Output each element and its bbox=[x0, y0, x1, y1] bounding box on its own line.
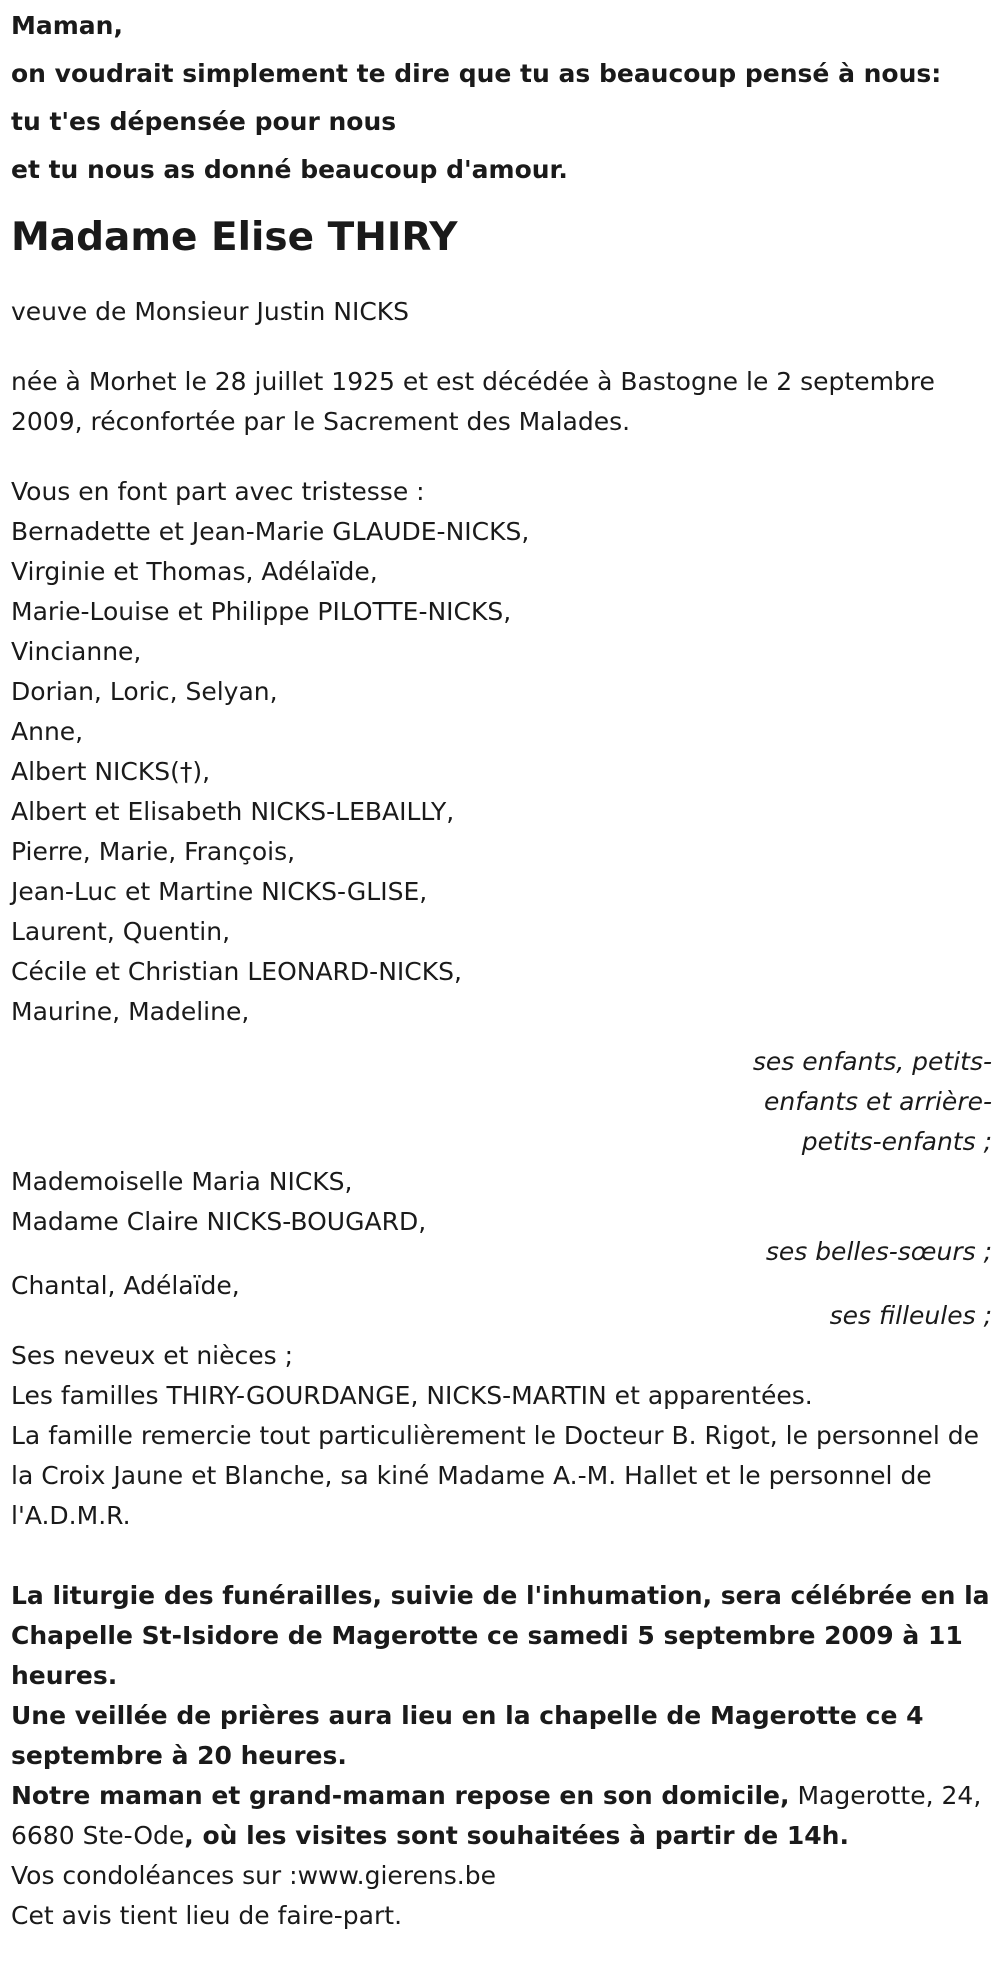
families-line: Les familles THIRY-GOURDANGE, NICKS-MARTIN et apparentées. bbox=[11, 1381, 813, 1410]
vigil-paragraph: Une veillée de prières aura lieu en la chapelle de Magerotte ce 4 septembre à 20 heures. bbox=[11, 1701, 924, 1770]
rest-bold-text: Notre maman et grand-maman repose en son domicile, bbox=[11, 1781, 790, 1810]
children-role: ses enfants, petits-enfants et arrière-petits-enfants ; bbox=[752, 1047, 992, 1156]
family-member: Anne, bbox=[11, 717, 84, 746]
epigraph-line: et tu nous as donné beaucoup d'amour. bbox=[11, 155, 568, 184]
family-member: Dorian, Loric, Selyan, bbox=[11, 677, 278, 706]
rest-paragraph bbox=[11, 1776, 992, 1856]
family-member: Marie-Louise et Philippe PILOTTE-NICKS, bbox=[11, 597, 512, 626]
epigraph-line: Maman, bbox=[11, 11, 123, 40]
announcement bbox=[11, 472, 992, 1536]
rest-address: Magerotte, 24, 6680 Ste-Ode bbox=[11, 1781, 982, 1850]
funeral-details bbox=[11, 1576, 992, 1936]
sisters-in-law-role: ses belles-sœurs ; bbox=[765, 1237, 992, 1266]
goddaughters-role: ses filleules ; bbox=[829, 1301, 992, 1330]
family-member: Pierre, Marie, François, bbox=[11, 837, 296, 866]
family-member: Maurine, Madeline, bbox=[11, 997, 250, 1026]
epigraph-line: on voudrait simplement te dire que tu as beaucoup pensé à nous: bbox=[11, 59, 942, 88]
obituary-page bbox=[0, 2, 1000, 1968]
rest-visits: , où les visites sont souhaitées à partir de 14h. bbox=[184, 1821, 849, 1850]
thanks-paragraph: La famille remercie tout particulièrement le Docteur B. Rigot, le personnel de la Croix Jaune et Blanche, sa kiné Madame A.-M. Hallet et le personnel de l'A.D.M.R. bbox=[11, 1421, 980, 1530]
family-member: Madame Claire NICKS-BOUGARD, bbox=[11, 1207, 427, 1236]
condolences-line: Vos condoléances sur :www.gierens.be bbox=[11, 1861, 496, 1890]
widow-of: veuve de Monsieur Justin NICKS bbox=[11, 297, 410, 326]
notice-line: Cet avis tient lieu de faire-part. bbox=[11, 1901, 403, 1930]
family-member: Bernadette et Jean-Marie GLAUDE-NICKS, bbox=[11, 517, 530, 546]
family-member: Laurent, Quentin, bbox=[11, 917, 231, 946]
family-member: Cécile et Christian LEONARD-NICKS, bbox=[11, 957, 462, 986]
family-member: Jean-Luc et Martine NICKS-GLISE, bbox=[11, 877, 428, 906]
deceased-name: Madame Elise THIRY bbox=[11, 215, 458, 260]
epigraph bbox=[11, 2, 992, 194]
epigraph-line: tu t'es dépensée pour nous bbox=[11, 107, 397, 136]
birth-death: née à Morhet le 28 juillet 1925 et est décédée à Bastogne le 2 septembre 2009, réconfortée par le Sacrement des Malades. bbox=[11, 367, 935, 436]
family-member: Vincianne, bbox=[11, 637, 142, 666]
family-member: Chantal, Adélaïde, bbox=[11, 1271, 240, 1300]
nephews-line: Ses neveux et nièces ; bbox=[11, 1341, 294, 1370]
family-member: Virginie et Thomas, Adélaïde, bbox=[11, 557, 378, 586]
liturgy-paragraph: La liturgie des funérailles, suivie de l'inhumation, sera célébrée en la Chapelle St-Isidore de Magerotte ce samedi 5 septembre 2009 à 11 heures. bbox=[11, 1581, 990, 1690]
family-member: Albert et Elisabeth NICKS-LEBAILLY, bbox=[11, 797, 455, 826]
announcement-intro: Vous en font part avec tristesse : bbox=[11, 477, 425, 506]
family-member: Mademoiselle Maria NICKS, bbox=[11, 1167, 353, 1196]
family-member: Albert NICKS(†), bbox=[11, 757, 211, 786]
